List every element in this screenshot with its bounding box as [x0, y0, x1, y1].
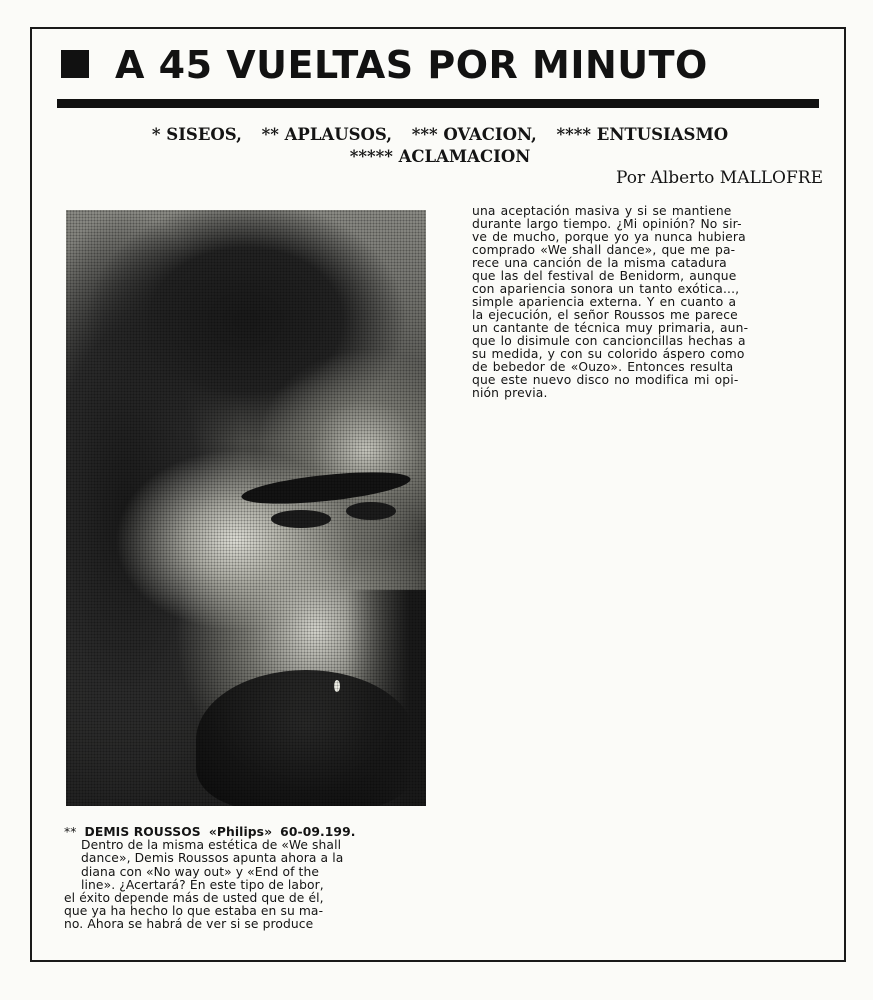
body-line: un cantante de técnica muy primaria, aun-: [472, 321, 749, 335]
caption-line: el éxito depende más de usted que de él,: [64, 891, 324, 906]
body-line: comprado «We shall dance», que me pa-: [472, 243, 736, 257]
caption-rating: **: [64, 825, 77, 839]
body-line: de bebedor de «Ouzo». Entonces resulta: [472, 360, 734, 374]
byline: Por Alberto MALLOFRE: [616, 168, 823, 188]
article-body: [472, 205, 840, 400]
square-bullet-icon: [61, 50, 89, 78]
body-line: que lo disimule con cancioncillas hechas a: [472, 334, 746, 348]
body-line: ve de mucho, porque yo ya nunca hubiera: [472, 230, 746, 244]
record-review-caption: [64, 826, 444, 932]
caption-artist: DEMIS ROUSSOS: [84, 825, 201, 839]
rating-siseos: * SISEOS,: [151, 125, 242, 144]
body-line: que las del festival de Benidorm, aunque: [472, 269, 737, 283]
caption-line: Dentro de la misma estética de «We shall: [81, 838, 342, 853]
body-line: rece una canción de la misma catadura: [472, 256, 727, 270]
body-line: durante largo tiempo. ¿Mi opinión? No sir-: [472, 217, 742, 231]
rating-aclamacion: ***** ACLAMACION: [349, 147, 531, 166]
caption-line: diana con «No way out» y «End of the: [81, 864, 320, 879]
caption-line: no. Ahora se habrá de ver si se produce: [64, 917, 314, 932]
caption-line: dance», Demis Roussos apunta ahora a la: [81, 851, 344, 866]
body-line: la ejecución, el señor Roussos me parece: [472, 308, 738, 322]
caption-label: «Philips»: [208, 825, 273, 839]
body-line: simple apariencia externa. Y en cuanto a: [472, 295, 737, 309]
headline-rule: [57, 99, 819, 108]
portrait-photo: [66, 210, 426, 806]
rating-aplausos: ** APLAUSOS,: [261, 125, 392, 144]
article-paragraph: [472, 205, 840, 400]
body-line: con apariencia sonora un tanto exótica...,: [472, 282, 740, 296]
body-line: su medida, y con su colorido áspero como: [472, 347, 745, 361]
body-line: nión previa.: [472, 386, 548, 400]
rating-legend: [60, 124, 820, 168]
caption-line: que ya ha hecho lo que estaba en su ma-: [64, 904, 324, 919]
rating-legend-line-1: [60, 124, 820, 146]
caption-catalog: 60-09.199.: [280, 825, 356, 839]
rating-entusiasmo: **** ENTUSIASMO: [556, 125, 729, 144]
rating-ovacion: *** OVACION,: [411, 125, 537, 144]
caption-line: line». ¿Acertará? En este tipo de labor,: [81, 877, 324, 892]
headline: A 45 VUELTAS POR MINUTO: [115, 43, 708, 87]
body-line: que este nuevo disco no modifica mi opi-: [472, 373, 739, 387]
body-line: una aceptación masiva y si se mantiene: [472, 204, 732, 218]
